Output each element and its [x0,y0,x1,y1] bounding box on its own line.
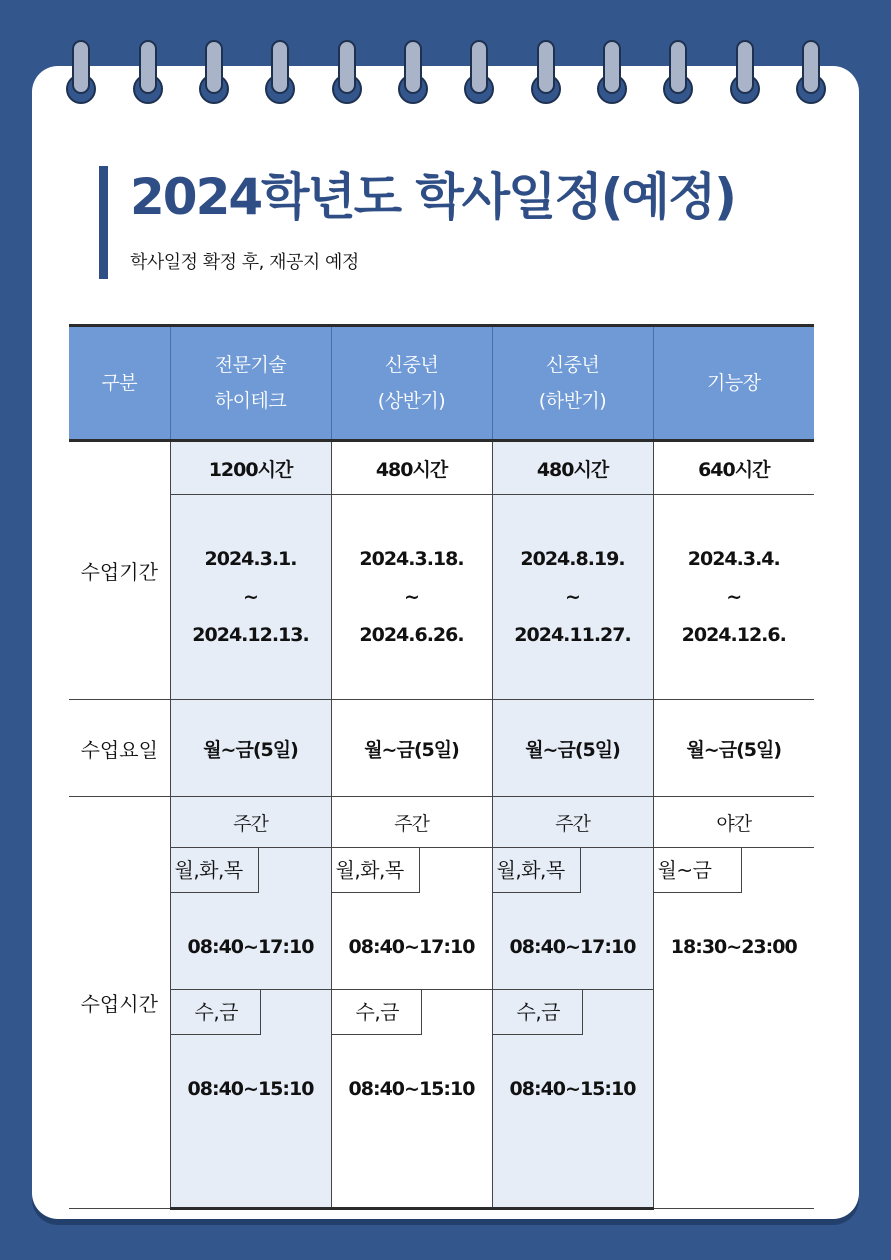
days-cell: 월~금(5일) [653,700,814,797]
period-cell: 2024.8.19. ~ 2024.11.27. [492,495,653,700]
days-cell: 월~금(5일) [170,700,331,797]
binder-ring-icon [663,40,693,106]
title-block [99,166,735,279]
time-value: 08:40~15:10 [509,1078,636,1101]
binder-ring-icon [398,40,428,106]
header-hightech: 전문기술 하이테크 [170,326,331,441]
binder-ring-icon [332,40,362,106]
time-value: 08:40~15:10 [348,1078,475,1101]
period-cell: 2024.3.1. ~ 2024.12.13. [170,495,331,700]
time-cell [170,990,331,1209]
header-midcareer-first: 신중년 (상반기) [331,326,492,441]
time-value: 08:40~17:10 [348,936,475,958]
page-title: 2024학년도 학사일정(예정) [130,168,735,226]
time-cell [492,990,653,1209]
time-cell [170,848,331,990]
row-label-period: 수업기간 [69,441,170,700]
table-row [69,848,814,990]
day-tag: 월~금 [654,848,742,893]
period-cell: 2024.3.4. ~ 2024.12.6. [653,495,814,700]
table-row [69,441,814,495]
table-header-row [69,326,814,441]
binder-ring-icon [730,40,760,106]
header-master-craftsman: 기능장 [653,326,814,441]
hours-cell: 480시간 [331,441,492,495]
day-tag: 수,금 [171,990,261,1035]
page-subtitle: 학사일정 확정 후, 재공지 예정 [130,252,359,273]
time-value: 18:30~23:00 [670,936,797,958]
days-cell: 월~금(5일) [492,700,653,797]
header-category: 구분 [69,326,170,441]
day-tag: 수,금 [332,990,422,1035]
time-value: 08:40~15:10 [187,1078,314,1101]
day-tag: 월,화,목 [332,848,420,893]
days-cell: 월~금(5일) [331,700,492,797]
binder-ring-icon [464,40,494,106]
binder-ring-icon [133,40,163,106]
time-cell [331,848,492,990]
slot-cell: 주간 [170,797,331,848]
row-label-days: 수업요일 [69,700,170,797]
schedule-table [69,324,814,1210]
hours-cell: 1200시간 [170,441,331,495]
table-row [69,797,814,848]
binder-ring-icon [597,40,627,106]
hours-cell: 480시간 [492,441,653,495]
time-value: 08:40~17:10 [187,936,314,958]
time-cell [331,990,492,1209]
hours-cell: 640시간 [653,441,814,495]
slot-cell: 주간 [492,797,653,848]
slot-cell: 주간 [331,797,492,848]
binder-ring-icon [199,40,229,106]
day-tag: 월,화,목 [171,848,259,893]
binder-ring-icon [796,40,826,106]
row-label-time: 수업시간 [69,797,170,1209]
time-cell-night [653,848,814,1209]
binder-ring-icon [265,40,295,106]
time-cell [492,848,653,990]
table-row [69,495,814,700]
binder-ring-icon [66,40,96,106]
period-cell: 2024.3.18. ~ 2024.6.26. [331,495,492,700]
time-value: 08:40~17:10 [509,936,636,958]
header-midcareer-second: 신중년 (하반기) [492,326,653,441]
table-row [69,700,814,797]
day-tag: 수,금 [493,990,583,1035]
day-tag: 월,화,목 [493,848,581,893]
binder-ring-icon [531,40,561,106]
slot-cell: 야간 [653,797,814,848]
